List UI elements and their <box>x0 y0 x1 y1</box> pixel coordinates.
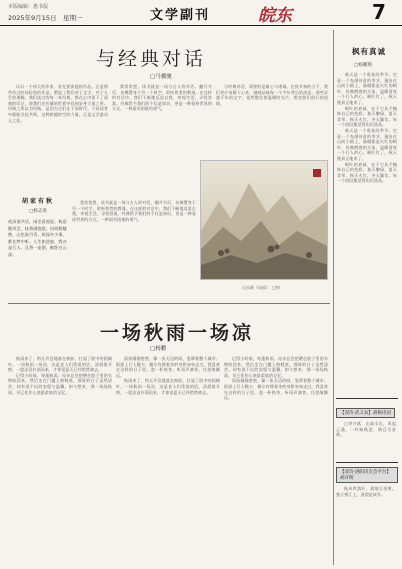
poetry-box <box>336 398 398 469</box>
article-column: 我常常想，读书就是一场与古人的对话。翻开书页，仿佛置身于另一个时空，聆听智者的教诲。在这样的对话中，我们不断地反思自我，审视生活，寻找答案。经典给予我们的不仅是知识，更是一种看待世界的方式，一种面对困难的勇气。 <box>112 84 212 112</box>
poetry-box-label: 【双诗·洛阳诗友会平台】胡开明 <box>336 467 398 483</box>
article-column: 记得小时候，每逢秋雨，母亲总会把晒在院子里的衣物收回来，然后坐在门槛上纳鞋底。那时的日子虽然清苦，却有说不出的安稳与温馨。如今想来，那一场场秋雨，早已化作心底最柔软的记忆。 雨丝细细密密，像一张无边的网，笼罩着整个城市。街道上行人稀少，偶尔有撑着伞的身影匆匆走过。我喜欢在这样的日子里，泡一杯热茶，听雨声滴答，任思绪飘远。 <box>224 356 328 401</box>
poetry-box-label: 【双诗·武义农】胡杨诗词 <box>336 408 395 418</box>
column-divider <box>333 30 334 565</box>
page-header <box>0 0 402 26</box>
article-column: 与经典对话，需要的是耐心与虔诚。在快节奏的当下，我们更应该静下心来，细细品味每一个字句背后的深意。那些穿越千年的文字，依然散发着温暖的光芒，照亮我们前行的道路。 <box>216 84 328 106</box>
section-divider <box>8 303 330 304</box>
article-column: 雨丝细细密密，像一张无边的网，笼罩着整个城市。街道上行人稀少，偶尔有撑着伞的身影匆匆走过。我喜欢在这样的日子里，泡一杯热茶，听雨声滴答，任思绪飘远。 秋雨来了，悄无声息地落在窗前，打湿了院中的梧桐叶。一场秋雨一场凉，这是老人们常说的话。清晨推开窗，一股凉意扑面而来，才惊觉夏天已经悄然离去。 <box>116 356 220 395</box>
painting-caption: 山水画（局部） □何 <box>242 285 280 290</box>
article-byline: □马骥驰 <box>150 74 172 80</box>
article-column: 秋雨来了，悄无声息地落在窗前，打湿了院中的梧桐叶。一场秋雨一场凉，这是老人们常说的话。清晨推开窗，一股凉意扑面而来，才惊觉夏天已经悄然离去。 记得小时候，每逢秋雨，母亲总会把晒在院子里的衣物收回来，然后坐在门槛上纳鞋底。那时的日子虽然清苦，却有说不出的安稳与温馨。如今想来，那一场场秋雨，早已化作心底最柔软的记忆。 <box>8 356 112 395</box>
poetry-box <box>336 462 398 566</box>
newspaper-logo: 皖东 <box>258 6 292 26</box>
poem-text: 夜深谁共话，闲坐看流星。秋意随风至，桂香满庭庭。田间稻穗熟，山色染丹青。故园多少事，都在梦中听。人生如逆旅，我亦是行人。且将一壶酒，醉卧白云深。 <box>8 219 67 257</box>
painting-illustration <box>201 161 328 280</box>
poetry-box-text: □李兴斌 山高水长，风起云涌，一叶知秋意，满目尽金黄。 <box>336 421 396 438</box>
edition-editor: 本版编辑：惠书侃 <box>8 4 49 10</box>
publish-date: 2025年9月15日 星期一 <box>8 14 83 22</box>
sidebar-article-title: 枫有真诚 <box>352 47 386 56</box>
sidebar-article-text: 秋天是一个收获的季节，也是一个充满诗意的季节。漫步在山间小路上，满眼都是火红的枫叶，仿佛燃烧的火焰，温暖着每一个行人的心。枫叶红了，秋天便真正地来了。 枫叶的真诚，在于它从不掩饰自己的色彩。春天嫩绿，夏天青翠，秋天火红，冬天飘零，每一个阶段都活得坦坦荡荡。 秋天是一个收获的季节，也是一个充满诗意的季节。漫步在山间小路上，满眼都是火红的枫叶，仿佛燃烧的火焰，温暖着每一个行人的心。枫叶红了，秋天便真正地来了。 枫叶的真诚，在于它从不掩饰自己的色彩。春天嫩绿，夏天青翠，秋天火红，冬天飘零，每一个阶段都活得坦坦荡荡。 <box>337 72 397 184</box>
poem-author: □杨志勇 <box>29 209 47 214</box>
article-column: 认识一个伟大的作家，首先要读他的作品。正是那些经过时间检验的作品，塑造了我们对于文学、对于人生的理解。我们读过的每一本经典，都在心中留下了深刻的印记，使我们在纷繁的世界中找到安身立命之所。经典之所以为经典，是因为它们在不同时代、不同读者中都能引起共鸣，这种跨越时空的力量，正是文学最动人之处。 <box>8 84 108 123</box>
article-title: 一场秋雨一场凉 <box>100 322 255 344</box>
article-byline: □杨鹏 <box>150 346 167 352</box>
section-title: 文学副刊 <box>150 8 211 23</box>
poem-title: 胡家有秋 <box>21 198 54 205</box>
page-number: 7 <box>372 0 386 24</box>
landscape-painting <box>200 160 328 280</box>
sidebar-article-author: □杨鹏翔 <box>354 63 372 68</box>
article-title: 与经典对话 <box>96 48 207 70</box>
article-column: 我常常想，读书就是一场与古人的对话。翻开书页，仿佛置身于另一个时空，聆听智者的教诲。在这样的对话中，我们不断地反思自我，审视生活，寻找答案。经典给予我们的不仅是知识，更是一种看待世界的方式，一种面对困难的勇气。 <box>72 200 196 222</box>
poetry-box-text: 秋风吹落叶，满地尽金黄。独立寒江上，遥望是故乡。 <box>336 486 396 497</box>
